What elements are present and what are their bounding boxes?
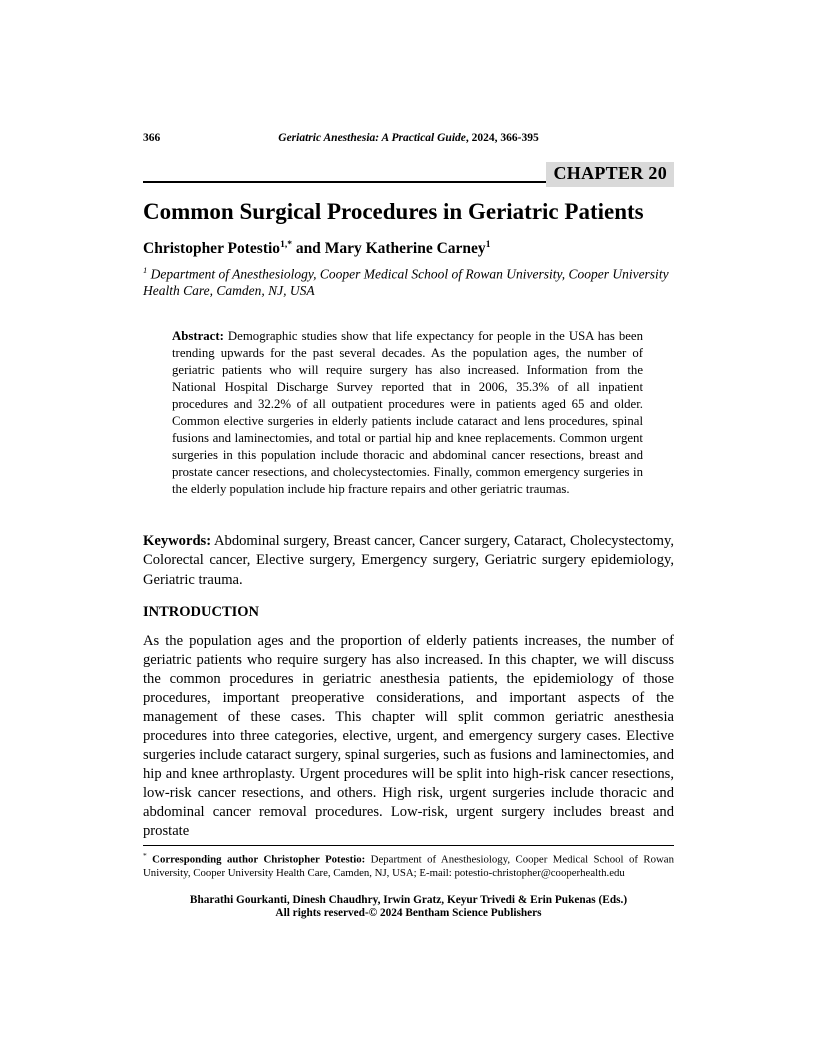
introduction-heading: INTRODUCTION — [143, 604, 260, 621]
footnote-label: Corresponding author Christopher Potestio: — [146, 853, 366, 866]
author-2-superscript: 1 — [485, 240, 491, 250]
keywords-label: Keywords: — [143, 532, 212, 549]
author-2: Mary Katherine Carney — [324, 240, 486, 258]
corresponding-author-footnote — [143, 845, 674, 881]
affiliation-text: Department of Anesthesiology, Cooper Medical School of Rowan University, Cooper University Health Care, Camden, NJ, USA — [143, 266, 669, 299]
page-content — [143, 0, 674, 921]
keywords — [143, 532, 674, 591]
affiliation-superscript: 1 — [143, 265, 148, 276]
footnote-text: Department of Anesthesiology, Cooper Medical School of Rowan University, Cooper University Health Care, Camden, NJ, USA; E-mail: — [143, 853, 674, 880]
abstract — [172, 328, 643, 498]
book-title: Geriatric Anesthesia: A Practical Guide — [278, 132, 466, 144]
page-number: 366 — [143, 132, 161, 144]
editors-line: Bharathi Gourkanti, Dinesh Chaudhry, Irwin Gratz, Keyur Trivedi & Erin Pukenas (Eds.) — [189, 893, 628, 906]
book-reference-detail: , 2024, 366-395 — [465, 132, 539, 144]
publisher-footer — [143, 894, 674, 921]
running-head — [143, 131, 674, 145]
abstract-label: Abstract: — [172, 328, 224, 343]
authors-connector: and — [291, 240, 325, 258]
footnote-asterisk: * — [143, 851, 147, 861]
introduction-paragraph: As the population ages and the proportion of elderly patients increases, the number of geriatric patients who require surgery has also increased. In this chapter, we will discuss the common procedures in geriatric anesthesia patients, the epidemiology of those procedures, important preoperative considerations, and important aspects of the management of these cases. This chapter will split common geriatric anesthesia procedures into three categories, elective, urgent, and emergency surgery cases. Elective surgeries include cataract surgery, spinal surgeries, such as fusions and laminectomies, and hip and knee arthroplasty. Urgent procedures will be split into high-risk cancer resections, low-risk cancer resections, and others. High risk, urgent surgeries include thoracic and abdominal cancer removal procedures. Low-risk, urgent surgery includes breast and prostate — [143, 633, 674, 840]
chapter-title: Common Surgical Procedures in Geriatric Patients — [143, 199, 644, 224]
rights-line: All rights reserved-© 2024 Bentham Science Publishers — [275, 907, 542, 920]
chapter-badge: CHAPTER 20 — [546, 162, 674, 187]
abstract-text: Demographic studies show that life expectancy for people in the USA has been trending upwards for the past several decades. As the population ages, the number of geriatric patients who will require surgery has also increased. Information from the National Hospital Discharge Survey reported that in 2006, 35.3% of all inpatient procedures and 32.2% of all outpatient procedures were in patients aged 65 and older. Common elective surgeries in elderly patients include cataract and lens procedures, spinal fusions and laminectomies, and total or partial hip and knee replacements. Common urgent surgeries in this population include thoracic and abdominal cancer resections, breast and prostate cancer resections, and cholecystectomies. Finally, common emergency surgeries in the elderly population include hip fracture repairs and other geriatric traumas. — [172, 328, 643, 496]
affiliation — [143, 262, 674, 300]
author-1-superscript: 1,* — [280, 240, 292, 250]
keywords-text: Abdominal surgery, Breast cancer, Cancer surgery, Cataract, Cholecystectomy, Colorectal cancer, Elective surgery, Emergency surgery, Geriatric surgery epidemiology, Geriatric trauma. — [143, 532, 674, 588]
chapter-header-rule — [143, 157, 674, 183]
authors-line — [143, 236, 674, 258]
email-text: potestio-christopher@cooperhealth.edu — [454, 867, 625, 880]
author-1: Christopher Potestio — [143, 240, 281, 258]
